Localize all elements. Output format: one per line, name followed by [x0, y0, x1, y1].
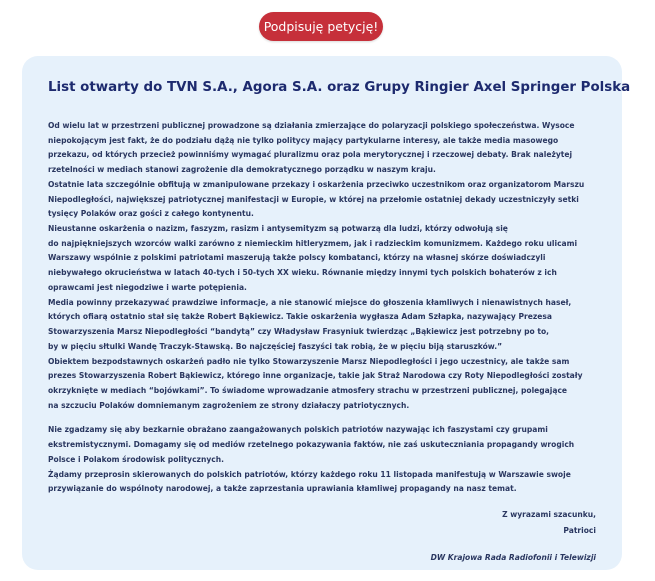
letter-line: tysięcy Polaków oraz gości z całego kontynentu.	[48, 209, 254, 219]
letter-line: Niepodległości, największej patriotycznej manifestacji w Europie, w której na przełomie ostatniej dekady uczestniczyły setki	[48, 194, 579, 204]
letter-line: Od wielu lat w przestrzeni publicznej prowadzone są działania zmierzające do polaryzacji polskiego społeczeństwa. Wysoce	[48, 121, 575, 130]
letter-line: przekazu, od których przecież powinniśmy wymagać pluralizmu oraz pola merytorycznej i rzeczowej debaty. Brak należytej	[48, 150, 573, 160]
letter-line: Media powinny przekazywać prawdziwe informacje, a nie stanowić miejsce do głoszenia kłamliwych i nienawistnych haseł,	[48, 297, 572, 307]
letter-line: Żądamy przeprosin skierowanych do polskich patriotów, którzy każdego roku 11 listopada manifestują w Warszawie swoje	[48, 469, 571, 479]
letter-line: do najpiękniejszych wzorców walki zarówno z niemieckim hitleryzmem, jak i radzieckim komunizmem. Każdego roku ulicami	[48, 238, 578, 248]
letter-line: niebywałego okrucieństwa w latach 40-tych i 50-tych XX wieku. Równanie między innymi tych polskich bohaterów z ich	[48, 268, 557, 278]
letter-paragraph-1	[48, 119, 596, 413]
open-letter-card	[22, 56, 631, 570]
letter-signoff	[48, 507, 596, 540]
letter-paragraph-2	[48, 423, 596, 497]
letter-line: Obiektem bezpodstawnych oskarżeń padło nie tylko Stowarzyszenie Marsz Niepodległości i jego uczestnicy, ale także sam	[48, 356, 570, 366]
letter-line: Ostatnie lata szczególnie obfitują w zmanipulowane przekazy i oskarżenia przeciwko uczestnikom oraz organizatorom Marszu	[48, 179, 585, 189]
letter-line: których ofiarą ostatnio stał się także Robert Bąkiewicz. Takie oskarżenia wygłasza Adam Szłapka, nazywający Prezesa	[48, 312, 552, 322]
sign-petition-button[interactable]: Podpisuję petycję!	[259, 12, 383, 41]
letter-line: Nieustanne oskarżenia o nazizm, faszyzm, rasizm i antysemityzm są potwarzą dla ludzi, którzy odwołują się	[48, 224, 508, 234]
letter-line: oprawcami jest niegodziwe i warte potępienia.	[48, 282, 247, 292]
letter-line: niepokojącym jest fakt, że do podziału dążą nie tylko politycy mający partykularne interesy, ale także media masowego	[48, 135, 559, 145]
letter-line: Stowarzyszenia Marsz Niepodległości “bandytą” czy Władysław Frasyniuk twierdząc „Bąkiewicz jest potrzebny po to,	[48, 327, 550, 337]
letter-line: by w pięciu słtulki Wandę Traczyk-Stawską. Bo najczęściej faszyści tak robią, że w pięciu biją staruszków.”	[48, 341, 503, 351]
letter-line: Nie zgadzamy się aby bezkarnie obrażano zaangażowanych polskich patriotów nazywając ich faszystami czy grupami	[48, 425, 548, 435]
letter-line: okrzyknięte w mediach “bojówkami”. To świadome wprowadzanie atmosfery strachu w przestrzeni publicznej, polegające	[48, 385, 568, 395]
letter-line: rzetelności w mediach stanowi zagrożenie dla demokratycznego porządku w naszym kraju.	[48, 165, 436, 175]
letter-line: prezes Stowarzyszenia Robert Bąkiewicz, którego inne organizacje, takie jak Straż Narodowa czy Roty Niepodległości zostały	[48, 371, 583, 381]
letter-title: List otwarty do TVN S.A., Agora S.A. oraz Grupy Ringier Axel Springer Polska	[48, 80, 631, 95]
letter-line: przywiązanie do wspólnoty narodowej, a także zaprzestania uprawiania kłamliwej propagandy na nasz temat.	[48, 484, 517, 494]
letter-line: Warszawy wspólnie z polskimi patriotami maszerują także polscy kombatanci, którzy na własnej skórze doświadczyli	[48, 253, 546, 263]
closing-text: Z wyrazami szacunku,	[502, 509, 596, 519]
letter-line: Polsce i Polakom środowisk politycznych.	[48, 454, 224, 464]
signature-text: Patrioci	[563, 526, 596, 536]
letter-line: ekstremistycznymi. Domagamy się od mediów rzetelnego pokazywania faktów, nie zaś uskuteczniania propagandy wrogich	[48, 440, 575, 450]
organization-text: DW Krajowa Rada Radiofonii i Telewizji	[430, 552, 596, 562]
letter-body	[48, 119, 596, 497]
letter-line: na szczuciu Polaków domniemanym zagrożeniem ze strony działaczy patriotycznych.	[48, 400, 410, 410]
